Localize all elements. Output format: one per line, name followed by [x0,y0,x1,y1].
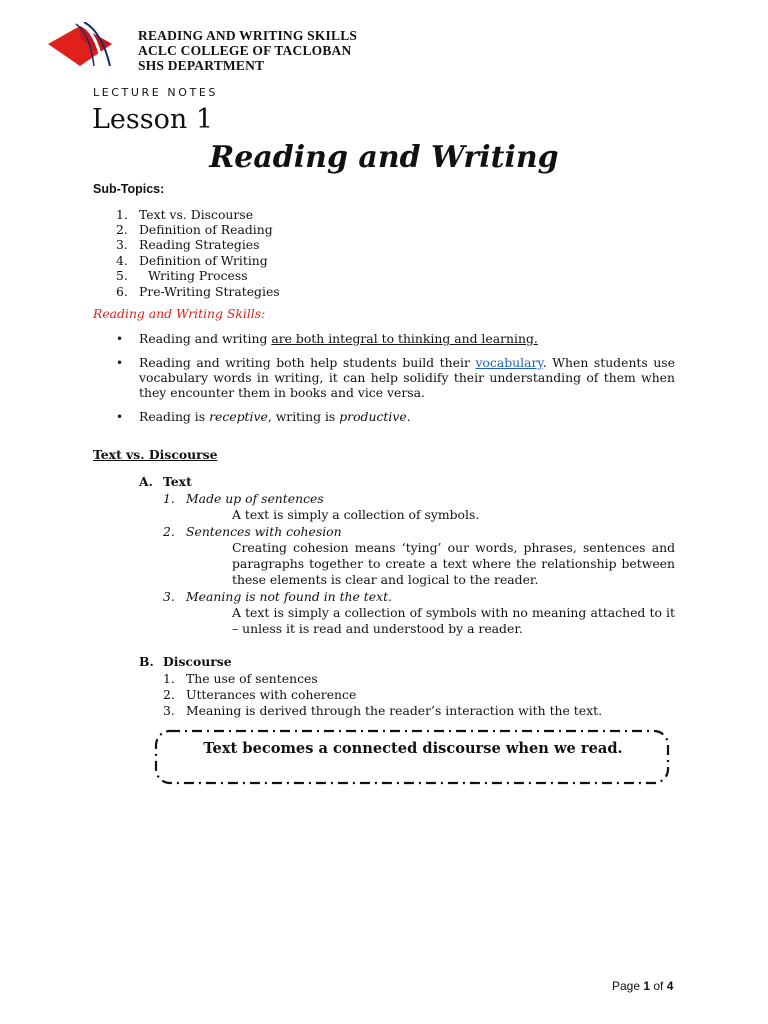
text-run: Reading and writing [139,331,272,346]
skills-bullet-1 [139,331,675,346]
item-number: 3. [163,703,175,718]
section-b-title: Discourse [163,654,232,669]
text-run: . [406,409,411,424]
subtopic-item: Definition of Writing [139,253,268,268]
section-a-title: Text [163,474,192,489]
section-a-label: A. [139,474,153,489]
text-run: Reading is [139,409,210,424]
item-description: A text is simply a collection of symbols with no meaning attached to it – unless it is read and understood by a reader. [232,605,675,636]
header-line-3: SHS DEPARTMENT [138,58,265,73]
subtopic-item: Writing Process [148,268,248,283]
text-run: Reading and writing both help students build their [139,355,476,370]
item-number: 3. [163,589,175,604]
header-line-1: READING AND WRITING SKILLS [138,28,358,43]
italic-text: productive [339,409,407,424]
skills-bullet-2 [139,355,675,400]
text-run: , writing is [267,409,340,424]
item-number: 1. [163,491,175,506]
text-run: . When students use vocabulary words in writing, it can help solidify their understanding of them when they encounter them in books and vice versa. [139,355,675,400]
subtopic-item: Text vs. Discourse [139,207,254,222]
subtopic-number: 6. [116,284,128,299]
discourse-item: Meaning is derived through the reader’s interaction with the text. [186,703,603,718]
bullet-icon: • [116,356,124,370]
subtopic-item: Reading Strategies [139,237,260,252]
section-heading: Text vs. Discourse [93,447,218,462]
item-number: 2. [163,524,175,539]
callout-text: Text becomes a connected discourse when we read. [203,740,623,757]
skills-heading: Reading and Writing Skills: [93,306,266,321]
page-title: Reading and Writing [209,140,559,175]
bullet-icon: • [116,332,124,346]
vocabulary-link[interactable]: vocabulary [475,355,543,370]
item-number: 1. [163,671,175,686]
page-prefix: Page [612,979,644,993]
subtopic-number: 5. [116,268,128,283]
subtopic-number: 2. [116,222,128,237]
discourse-item: The use of sentences [186,671,318,686]
subtopic-item: Definition of Reading [139,222,273,237]
subtopic-number: 3. [116,237,128,252]
item-description: A text is simply a collection of symbols. [232,507,480,522]
bullet-icon: • [116,410,124,424]
page-number [612,979,673,993]
item-title: Meaning is not found in the text. [186,589,393,604]
lesson-heading: Lesson 1 [92,104,214,135]
section-b-label: B. [139,654,154,669]
page-mid: of [650,979,667,993]
item-number: 2. [163,687,175,702]
subtopic-number: 1. [116,207,128,222]
item-title: Sentences with cohesion [186,524,342,539]
subtopic-number: 4. [116,253,128,268]
page-total: 4 [666,979,674,993]
subtopics-heading: Sub-Topics: [93,182,165,196]
aclc-logo-icon [40,22,120,72]
item-description: Creating cohesion means ‘tying’ our words, phrases, sentences and paragraphs together to create a text where the relationship between these elements is clear and logical to the reader. [232,540,675,587]
discourse-item: Utterances with coherence [186,687,357,702]
subtopic-item: Pre-Writing Strategies [139,284,280,299]
skills-bullet-3 [139,409,675,424]
italic-text: receptive [209,409,268,424]
underlined-text: are both integral to thinking and learning. [271,331,538,346]
item-title: Made up of sentences [186,491,324,506]
page-current: 1 [643,979,651,993]
header-line-2: ACLC COLLEGE OF TACLOBAN [138,43,352,58]
lecture-notes-label: LECTURE NOTES [93,86,218,99]
